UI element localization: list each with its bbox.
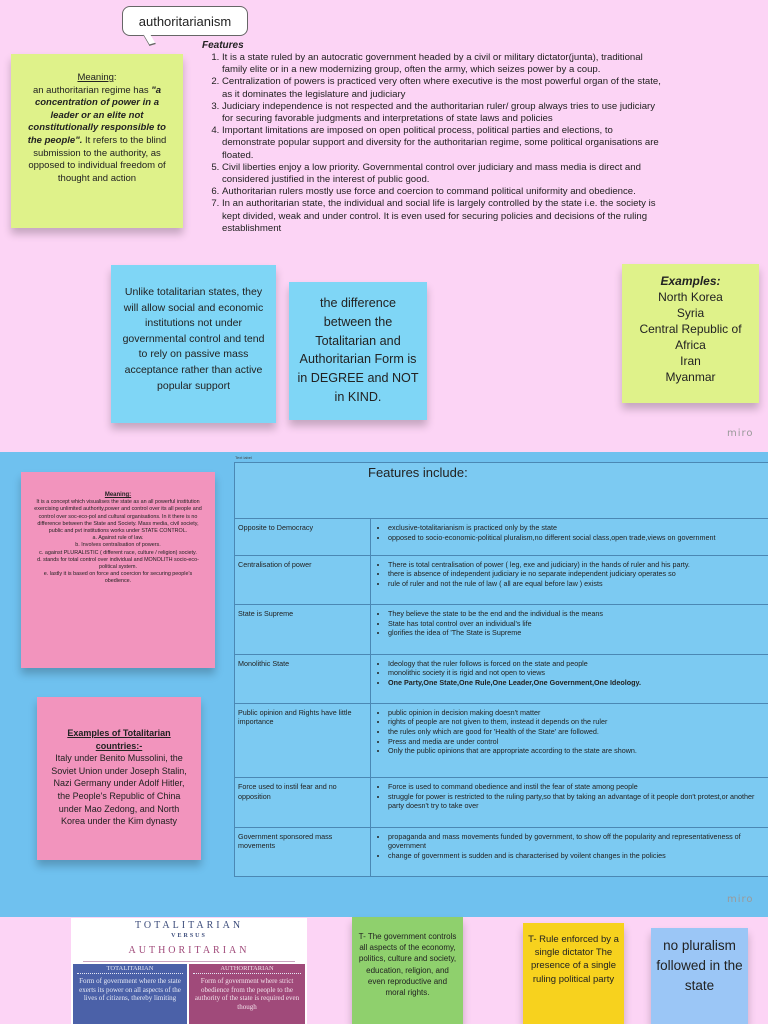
- row-points: [371, 827, 768, 876]
- infographic-versus: VERSUS: [171, 933, 207, 939]
- list-item: • glorifies the idea of 'The State is Supreme: [388, 628, 768, 638]
- examples-sticky-note[interactable]: [622, 264, 759, 403]
- list-item: • rights of people are not given to them, instead it depends on the ruler: [388, 717, 768, 727]
- table-header-row: [235, 463, 768, 519]
- tiny-text-label: Text label: [235, 455, 252, 460]
- list-item: • Only the public opinions that are appropriate according to the state are shown.: [388, 746, 768, 756]
- totalitarian-vs-authoritarian-infographic[interactable]: [71, 918, 307, 1024]
- list-item: • exclusive-totalitarianism is practiced only by the state: [388, 523, 768, 533]
- example-item: Central Republic of Africa: [639, 322, 742, 352]
- government-control-text: T- The government controls all aspects of the economy, politics, culture and society, education, religion, and even reproductive and moral rights.: [358, 932, 457, 998]
- table-row: [235, 605, 768, 654]
- right-panel-heading: AUTHORITARIAN: [193, 964, 301, 974]
- table-row: [235, 778, 768, 827]
- row-points: [371, 519, 768, 556]
- left-panel-heading: TOTALITARIAN: [77, 964, 183, 974]
- row-label: State is Supreme: [235, 605, 371, 654]
- example-item: Iran: [680, 354, 701, 368]
- features-table[interactable]: [234, 462, 768, 877]
- list-item: • monolithic society it is rigid and not open to views: [388, 668, 768, 678]
- row-label: Centralisation of power: [235, 555, 371, 604]
- table-row: [235, 703, 768, 777]
- list-item: • propaganda and mass movements funded by government, to show off the popularity and representativeness of government: [388, 832, 768, 851]
- row-label: Force used to instil fear and no opposition: [235, 778, 371, 827]
- authoritarianism-board: [0, 0, 768, 452]
- table-row: [235, 654, 768, 703]
- list-item: • public opinion in decision making doesn't matter: [388, 708, 768, 718]
- list-item: • there is absence of independent judiciary ie no separate independent judiciary operates so: [388, 569, 768, 579]
- feature-item: 2. Centralization of powers is practiced very often where executive is the most powerful organ of the state, as it dominates the legislature and judiciary: [222, 76, 662, 100]
- single-dictator-text: T- Rule enforced by a single dictator The presence of a single ruling political party: [528, 934, 619, 985]
- table-row: [235, 827, 768, 876]
- meaning-title: Meaning:: [104, 492, 132, 498]
- features-list[interactable]: [208, 52, 662, 235]
- row-points: [371, 654, 768, 703]
- feature-item: 7. In an authoritarian state, the individual and social life is largely controlled by the state i.e. the society is kept divided, weak and under control. It is even used for securing policies and decisions of the ruling establishment: [222, 198, 662, 235]
- row-label: Public opinion and Rights have little importance: [235, 703, 371, 777]
- miro-watermark: miro: [727, 428, 754, 439]
- list-item: • Press and media are under control: [388, 737, 768, 747]
- meaning-rest: It refers to the blind submission to the authority, as opposed to individual freedom of thought and action: [28, 134, 167, 184]
- no-pluralism-sticky-note[interactable]: [651, 928, 748, 1024]
- list-item: • There is total centralisation of power ( leg, exe and judiciary) in the hands of ruler and his party.: [388, 560, 768, 570]
- difference-sticky-note[interactable]: [289, 282, 427, 420]
- difference-text: the difference between the Totalitarian and Authoritarian Form is in DEGREE and NOT in KIND.: [297, 296, 419, 404]
- row-points: [371, 605, 768, 654]
- row-points: [371, 703, 768, 777]
- feature-item: 3. Judiciary independence is not respected and the authoritarian ruler/ group always tries to use judiciary for securing favorable judgments and interpretations of state laws and policies: [222, 101, 662, 125]
- table-row: [235, 519, 768, 556]
- infographic-left-panel: [73, 964, 187, 1024]
- infographic-title-top: TOTALITARIAN: [134, 920, 244, 931]
- examples-text: Italy under Benito Mussolini, the Soviet Union under Joseph Stalin, Nazi Germany under Adolf Hitler, the People's Republic of China under Mao Zedong, and North Korea under the Kim dynasty: [51, 753, 187, 827]
- list-item: • State has total control over an individual's life: [388, 619, 768, 629]
- no-pluralism-text: no pluralism followed in the state: [656, 938, 743, 993]
- feature-item: 6. Authoritarian rulers mostly use force and coercion to command political uniformity and obedience.: [222, 186, 662, 198]
- example-item: North Korea: [658, 290, 723, 304]
- row-label: Government sponsored mass movements: [235, 827, 371, 876]
- list-item: • opposed to socio-economic-political pluralism,no different social class,open trade,views on government: [388, 533, 768, 543]
- meaning-point: e. lastly it is based on force and coercion for securing people's obedience.: [43, 571, 193, 585]
- row-label: Monolithic State: [235, 654, 371, 703]
- examples-title: Examples:: [660, 274, 721, 288]
- example-item: Myanmar: [665, 370, 716, 384]
- row-points: [371, 778, 768, 827]
- meaning-title: Meaning: [77, 72, 114, 83]
- list-item: • Force is used to command obedience and instil the fear of state among people: [388, 782, 768, 792]
- meaning-sticky-note[interactable]: [11, 54, 183, 228]
- miro-watermark: miro: [727, 894, 754, 905]
- meaning-point: a. Against rule of law.: [92, 535, 144, 542]
- meaning-intro: an authoritarian regime has: [32, 84, 152, 96]
- infographic-divider: [83, 961, 295, 962]
- list-item: • struggle for power is restricted to the ruling party,so that by taking an advantage of it people don't protest,or another party doesn't try to take over: [388, 792, 768, 811]
- totalitarian-meaning-sticky-note[interactable]: [21, 472, 215, 668]
- meaning-point: c. against PLURALISTIC ( different race, culture / religion) society.: [39, 549, 197, 556]
- row-points: [371, 555, 768, 604]
- table-header: Features include:: [235, 463, 768, 519]
- infographic-right-panel: [189, 964, 305, 1024]
- single-dictator-sticky-note[interactable]: [523, 923, 624, 1024]
- example-item: Syria: [676, 306, 705, 320]
- feature-item: 1. It is a state ruled by an autocratic government headed by a civil or military dictator(junta), traditional family elite or in a new modernizing group, often the army, which seizes power by a coup.: [222, 52, 662, 76]
- features-heading: Features: [202, 40, 244, 51]
- list-item: • the rules only which are good for 'Health of the State' are followed.: [388, 727, 768, 737]
- totalitarian-examples-sticky-note[interactable]: [37, 697, 201, 860]
- list-item-bold: • One Party,One State,One Rule,One Leader,One Government,One Ideology.: [388, 678, 768, 688]
- examples-title: Examples of Totalitarian countries:-: [67, 728, 171, 751]
- unlike-text: Unlike totalitarian states, they will allow social and economic institutions not under governmental control and tend to rely on passive mass acceptance rather than active popular support: [122, 286, 265, 392]
- government-control-sticky-note[interactable]: [352, 917, 463, 1024]
- meaning-quote: "a concentration of power in a leader or an elite not constitutionally responsible to the people".: [27, 84, 166, 146]
- feature-item: 4. Important limitations are imposed on open political process, political parties and elections, to demonstrate popular support and diversity for the authoritarian regime, some political organisations are floated.: [222, 125, 662, 162]
- feature-item: 5. Civil liberties enjoy a low priority. Governmental control over judiciary and mass media is direct and considered justified in the interest of public good.: [222, 162, 662, 186]
- topic-bubble[interactable]: authoritarianism: [122, 6, 248, 36]
- meaning-point: d. stands for total control over individual and MONOLITH socio-eco-political system.: [37, 556, 199, 571]
- meaning-text: It is a concept which visualises the state as an all powerful institution exercising unlimited authority,power and control over its all people and control over soc-eco-pol and cultural organisations. In it there is no difference between the State and Society. Mass media, civil society, public and pvt institutions works under STATE CONTROL.: [34, 499, 202, 535]
- table-row: [235, 555, 768, 604]
- list-item: • Ideology that the ruler follows is forced on the state and people: [388, 659, 768, 669]
- unlike-totalitarian-sticky-note[interactable]: [111, 265, 276, 423]
- right-panel-body: Form of government where strict obedience from the people to the authority of the state is required even though: [194, 977, 300, 1011]
- infographic-title-bottom: AUTHORITARIAN: [128, 945, 250, 956]
- meaning-colon: :: [113, 72, 117, 83]
- list-item: • change of government is sudden and is characterised by voilent changes in the policies: [388, 851, 768, 861]
- row-label: Opposite to Democracy: [235, 519, 371, 556]
- left-panel-body: Form of government where the state exerts its power on all aspects of the lives of citizens, thereby limiting: [79, 977, 181, 1002]
- list-item: • rule of ruler and not the rule of law ( all are equal before law ) exists: [388, 579, 768, 589]
- meaning-point: b. Involves centralisation of powers.: [75, 542, 161, 549]
- list-item: • They believe the state to be the end and the individual is the means: [388, 609, 768, 619]
